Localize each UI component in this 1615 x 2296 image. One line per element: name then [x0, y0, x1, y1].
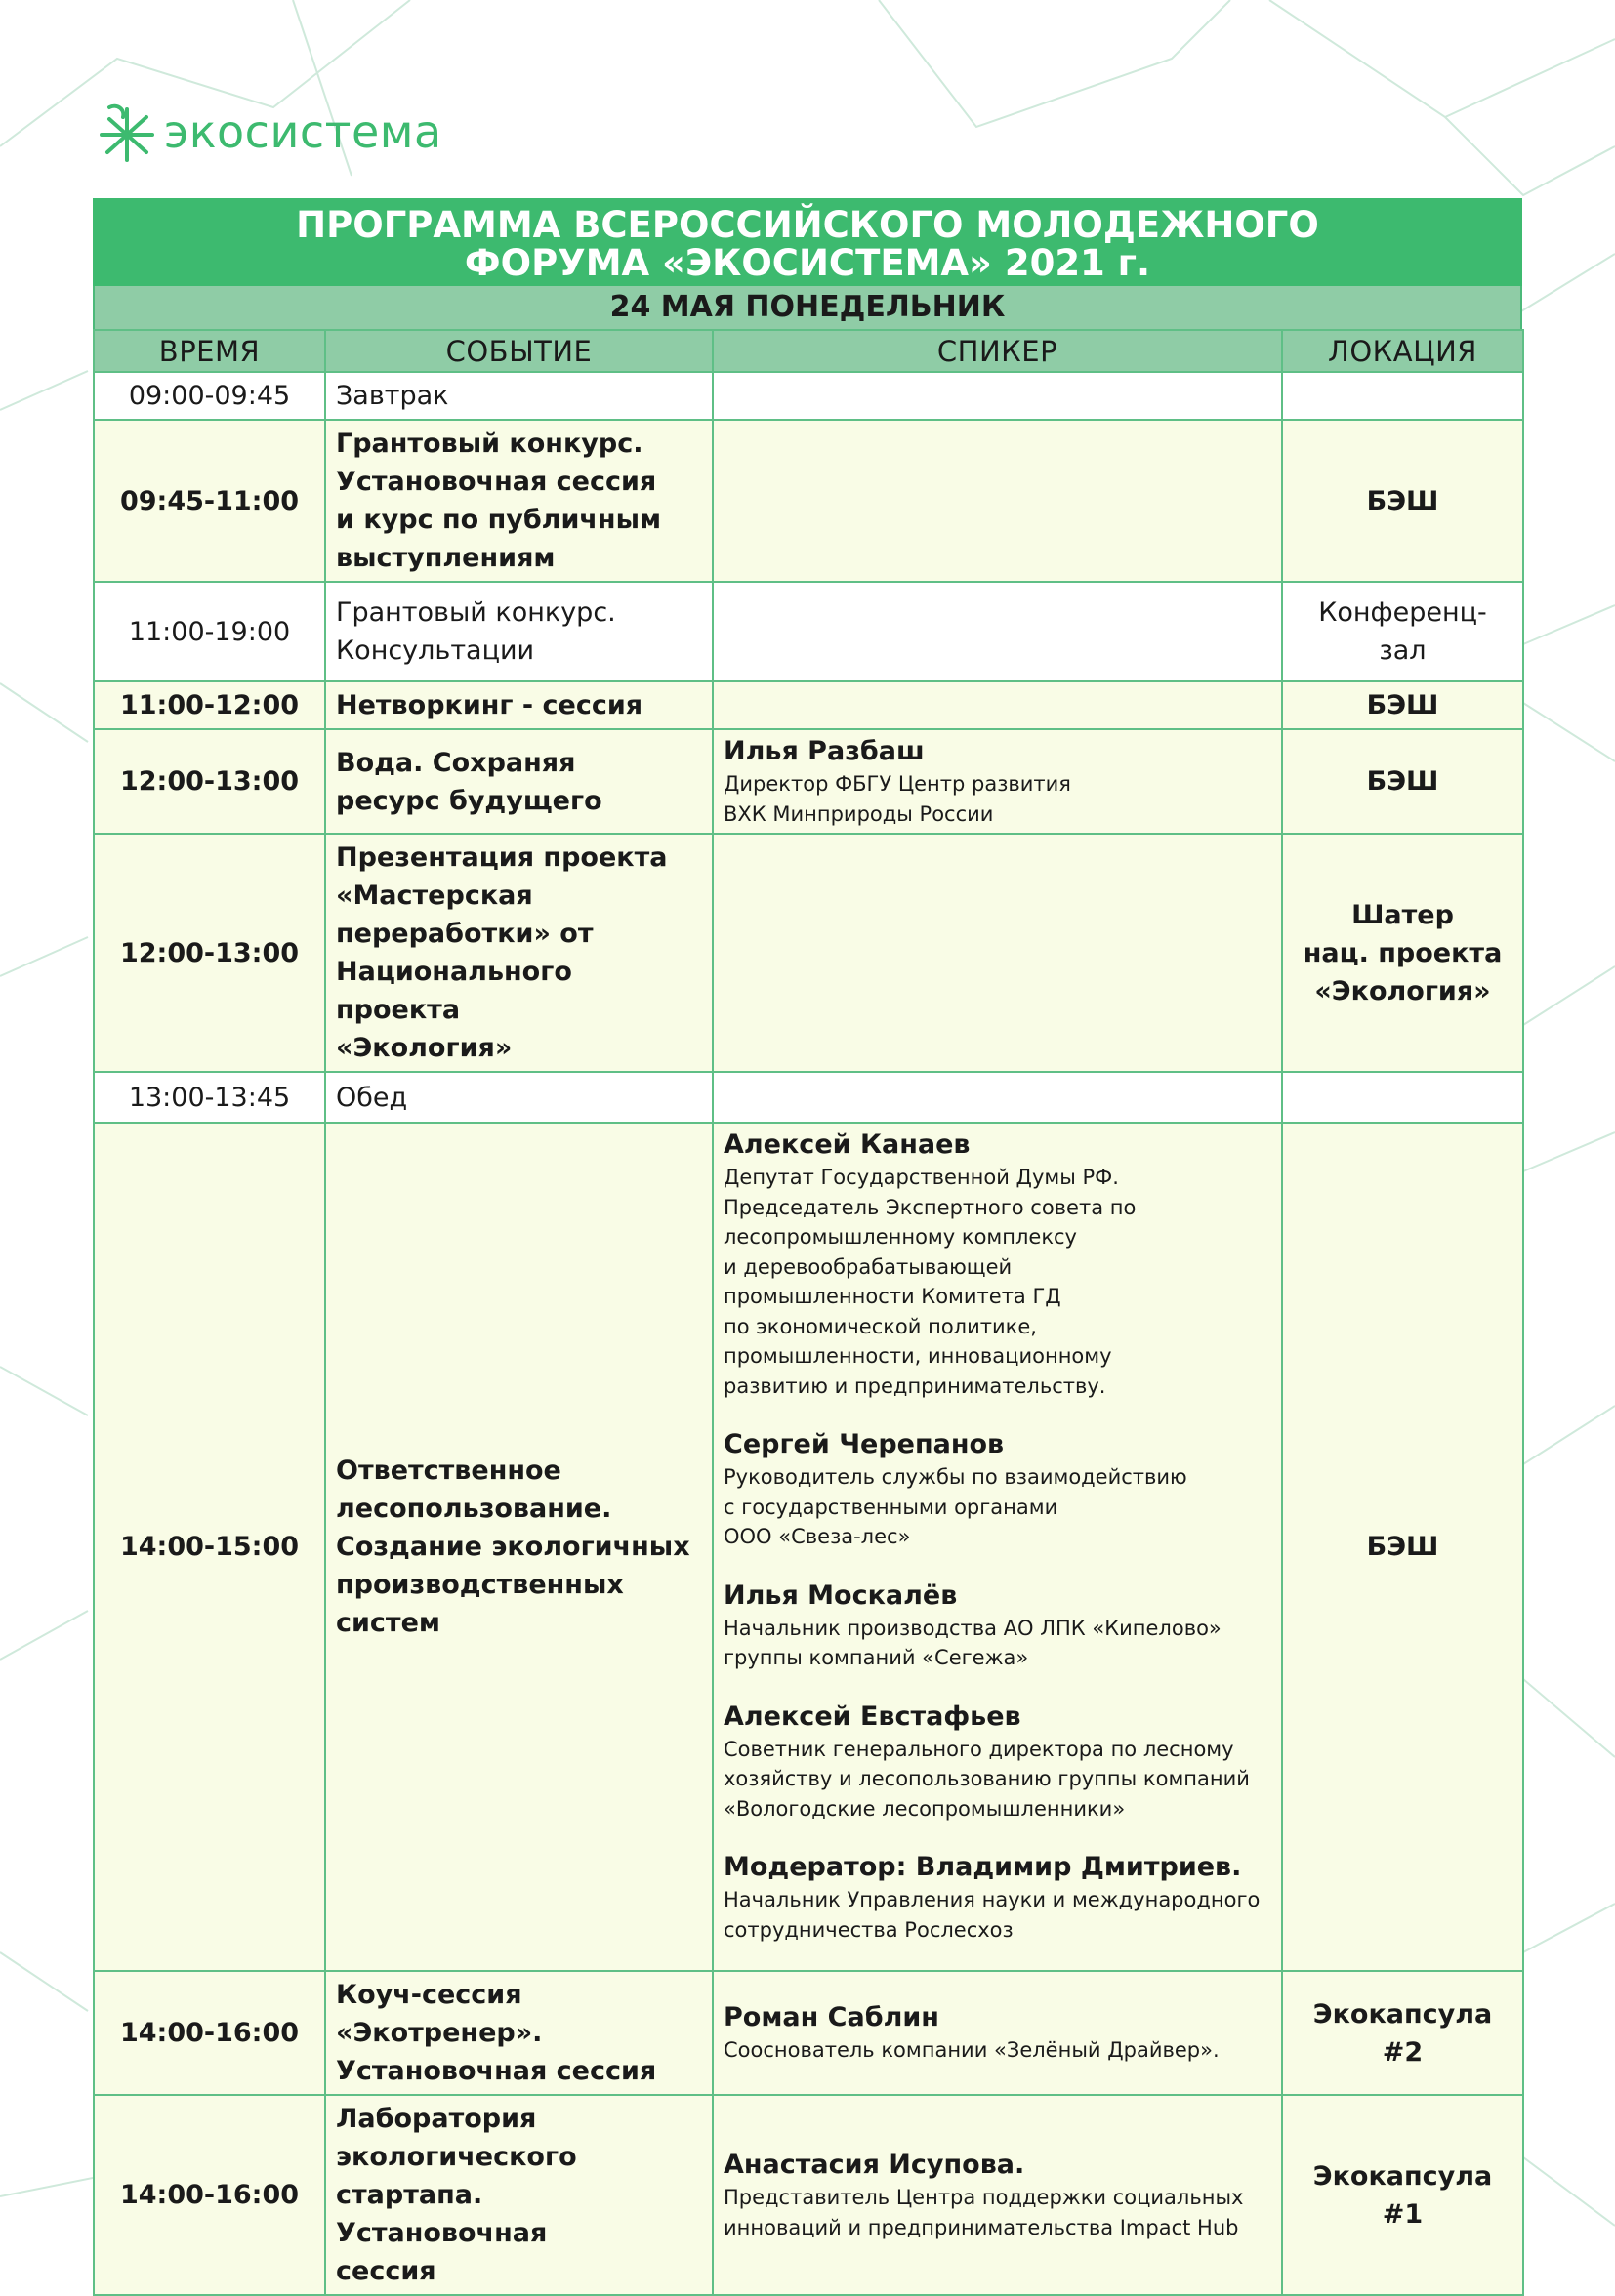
session-time: 14:00-16:00: [94, 1971, 325, 2095]
table-row: [94, 372, 1523, 420]
session-location: Конференц- зал: [1282, 582, 1523, 681]
session-event: Завтрак: [325, 372, 713, 420]
session-location: Шатер нац. проекта «Экология»: [1282, 834, 1523, 1072]
speaker-name: Алексей Евстафьев: [724, 1701, 1021, 1732]
session-time: 09:00-09:45: [94, 372, 325, 420]
session-time: 09:45-11:00: [94, 420, 325, 582]
column-header-location: ЛОКАЦИЯ: [1282, 330, 1523, 372]
brand-name: экосистема: [164, 105, 442, 158]
session-event: Коуч-сессия «Экотренер». Установочная сессия: [325, 1971, 713, 2095]
table-header-row: [94, 330, 1523, 372]
session-speakers: [713, 420, 1282, 582]
session-event: Лаборатория экологического стартапа. Установочная сессия: [325, 2095, 713, 2295]
speaker-entry: [724, 1427, 1271, 1552]
speaker-role: Директор ФБГУ Центр развития ВХК Минприроды России: [724, 772, 1071, 826]
table-row: [94, 582, 1523, 681]
session-location: Экокапсула #1: [1282, 2095, 1523, 2295]
program-sheet: [93, 198, 1522, 2296]
session-time: 12:00-13:00: [94, 729, 325, 834]
session-time: 12:00-13:00: [94, 834, 325, 1072]
speaker-role: Советник генерального директора по лесному хозяйству и лесопользованию группы компаний «Вологодские лесопромышленники»: [724, 1737, 1250, 1821]
table-row: [94, 2095, 1523, 2295]
session-location: БЭШ: [1282, 681, 1523, 729]
session-speakers: [713, 582, 1282, 681]
session-location: БЭШ: [1282, 729, 1523, 834]
session-location: БЭШ: [1282, 420, 1523, 582]
speaker-entry: [724, 1700, 1271, 1824]
session-event: Ответственное лесопользование. Создание экологичных производственных систем: [325, 1123, 713, 1971]
column-header-speaker: СПИКЕР: [713, 330, 1282, 372]
table-row: [94, 1971, 1523, 2095]
session-speakers: [713, 681, 1282, 729]
table-row: [94, 834, 1523, 1072]
column-header-event: СОБЫТИЕ: [325, 330, 713, 372]
title-line-1: ПРОГРАММА ВСЕРОССИЙСКОГО МОЛОДЕЖНОГО: [296, 204, 1319, 246]
session-time: 11:00-12:00: [94, 681, 325, 729]
schedule-table: [93, 329, 1524, 2296]
session-time: 14:00-16:00: [94, 2095, 325, 2295]
brand-logo: [96, 96, 442, 168]
session-speakers: [713, 834, 1282, 1072]
session-speakers: [713, 2095, 1282, 2295]
speaker-entry: [724, 734, 1271, 829]
day-header: 24 МАЯ ПОНЕДЕЛЬНИК: [93, 286, 1522, 329]
session-event: Грантовый конкурс. Консультации: [325, 582, 713, 681]
speaker-name: Илья Разбаш: [724, 736, 925, 766]
session-speakers: [713, 729, 1282, 834]
speaker-role: Руководитель службы по взаимодействию с государственными органами ООО «Свеза-лес»: [724, 1465, 1187, 1548]
table-row: [94, 681, 1523, 729]
speaker-name: Анастасия Исупова.: [724, 2150, 1025, 2180]
speaker-name: Алексей Канаев: [724, 1129, 971, 1160]
column-header-time: ВРЕМЯ: [94, 330, 325, 372]
speaker-role: Депутат Государственной Думы РФ. Председатель Экспертного совета по лесопромышленному комплексу и деревообрабатывающей промышленности Комитета ГД по экономической политике, промышленности, инновационному развитию и предпринимательству.: [724, 1166, 1137, 1398]
speaker-name: Сергей Черепанов: [724, 1429, 1005, 1459]
speaker-name: Роман Саблин: [724, 2002, 939, 2033]
table-row: [94, 729, 1523, 834]
speaker-entry: [724, 1578, 1271, 1673]
program-title: [93, 198, 1522, 286]
speaker-entry: [724, 1128, 1271, 1401]
session-event: Презентация проекта «Мастерская переработки» от Национального проекта «Экология»: [325, 834, 713, 1072]
speaker-entry: [724, 2000, 1271, 2066]
speaker-entry: [724, 1850, 1271, 1945]
session-speakers: [713, 372, 1282, 420]
table-row: [94, 420, 1523, 582]
speaker-role: Сооснователь компании «Зелёный Драйвер».: [724, 2038, 1220, 2063]
speaker-entry: [724, 2148, 1271, 2242]
session-event: Грантовый конкурс. Установочная сессия и курс по публичным выступлениям: [325, 420, 713, 582]
title-line-2: ФОРУМА «ЭКОСИСТЕМА» 2021 г.: [464, 242, 1151, 284]
session-location: [1282, 1072, 1523, 1123]
session-location: БЭШ: [1282, 1123, 1523, 1971]
session-event: Обед: [325, 1072, 713, 1123]
speaker-role: Представитель Центра поддержки социальных инноваций и предпринимательства Impact Hub: [724, 2186, 1244, 2239]
session-speakers: [713, 1123, 1282, 1971]
table-row: [94, 1123, 1523, 1971]
session-time: 14:00-15:00: [94, 1123, 325, 1971]
session-event: Нетворкинг - сессия: [325, 681, 713, 729]
speaker-role: Начальник производства АО ЛПК «Кипелово» группы компаний «Сегежа»: [724, 1616, 1222, 1669]
speaker-name: Модератор: Владимир Дмитриев.: [724, 1852, 1242, 1882]
speaker-role: Начальник Управления науки и международного сотрудничества Рослесхоз: [724, 1888, 1261, 1942]
session-location: Экокапсула #2: [1282, 1971, 1523, 2095]
sunburst-logo-icon: [96, 96, 158, 168]
speaker-name: Илья Москалёв: [724, 1579, 958, 1611]
session-location: [1282, 372, 1523, 420]
session-speakers: [713, 1971, 1282, 2095]
session-event: Вода. Сохраняя ресурс будущего: [325, 729, 713, 834]
session-time: 13:00-13:45: [94, 1072, 325, 1123]
session-speakers: [713, 1072, 1282, 1123]
session-time: 11:00-19:00: [94, 582, 325, 681]
table-row: [94, 1072, 1523, 1123]
